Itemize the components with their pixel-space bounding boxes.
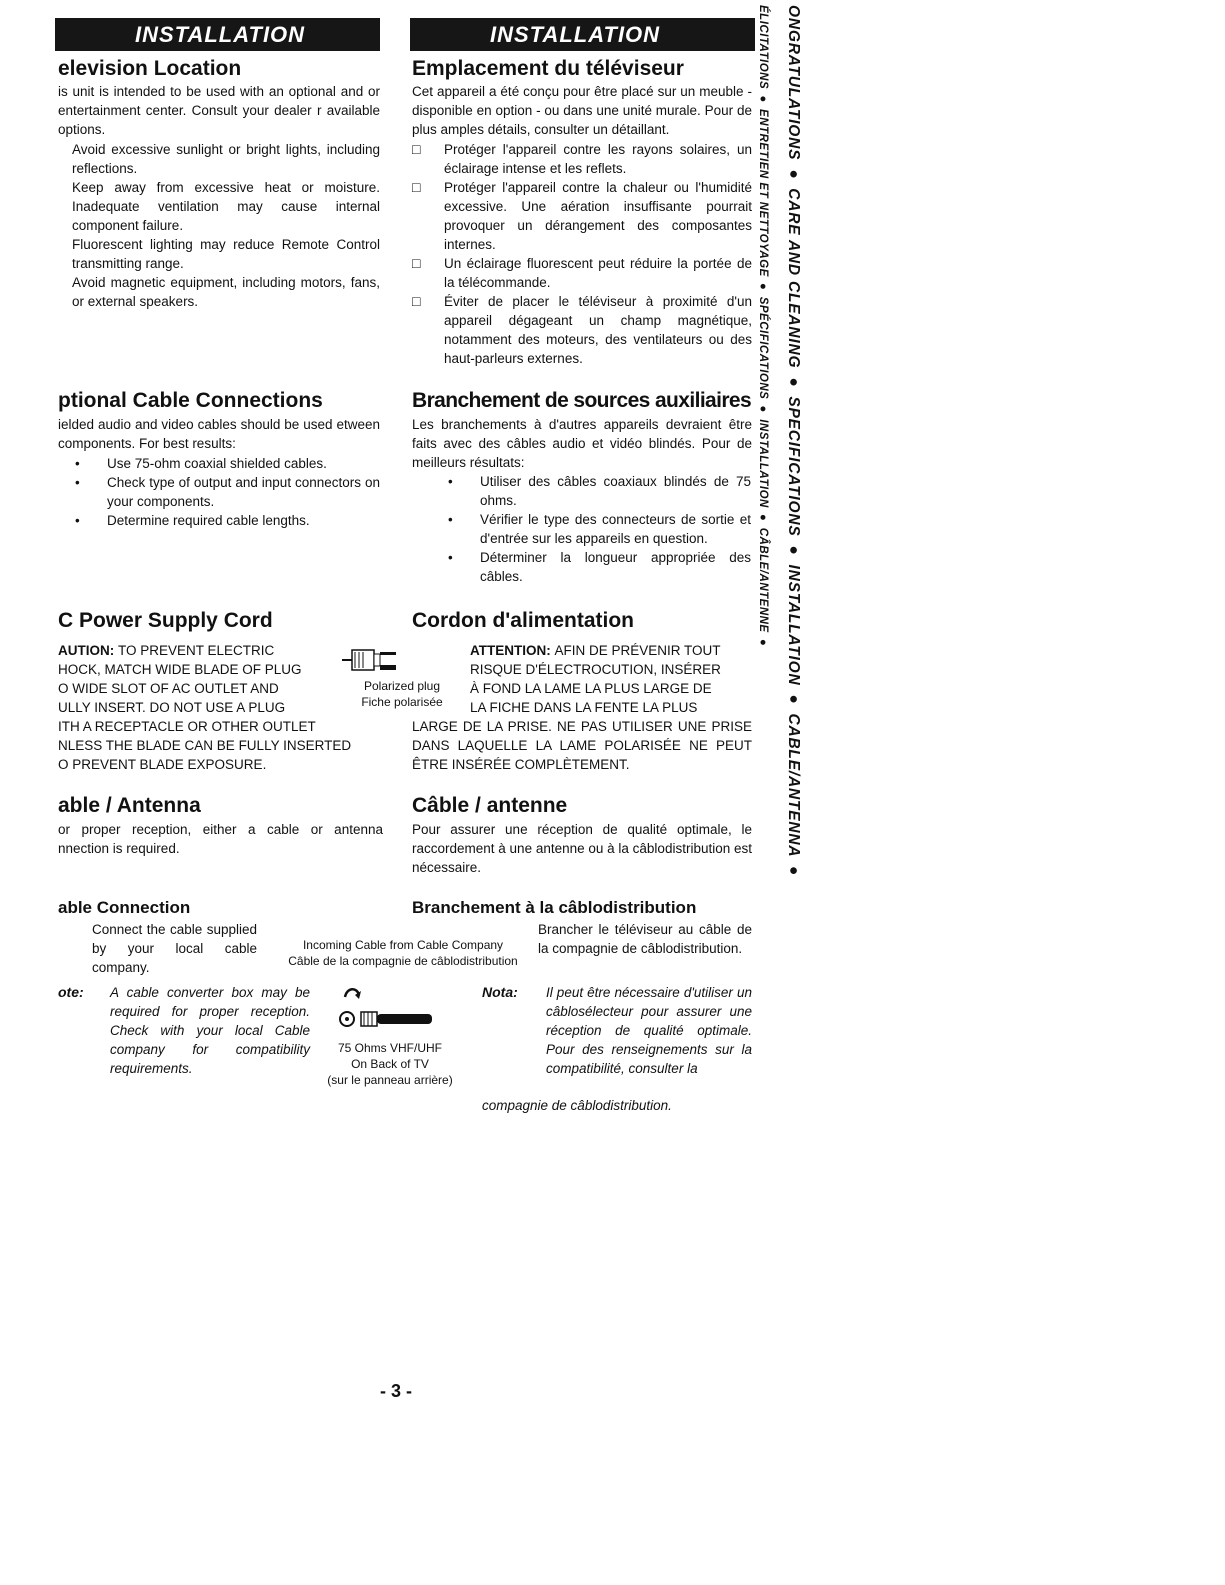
- side-tab-english: ONGRATULATIONS ● CARE AND CLEANING ● SPECIFICATIONS ● INSTALLATION ● CABLE/ANTENNA ●: [785, 5, 802, 880]
- right-note-tail: compagnie de câblodistribution.: [482, 1098, 672, 1113]
- list-item: Fluorescent lighting may reduce Remote Control transmitting range.: [72, 237, 380, 271]
- left-cable-conn-title: ptional Cable Connections: [58, 389, 323, 412]
- attention-line: À FOND LA LAME LA PLUS LARGE DE: [470, 681, 712, 696]
- caution-line: O WIDE SLOT OF AC OUTLET AND: [58, 681, 279, 696]
- list-item: • Déterminer la longueur appropriée des câbles.: [448, 548, 751, 586]
- attention-line: AFIN DE PRÉVENIR TOUT: [554, 643, 721, 658]
- plug-caption-fr: Fiche polarisée: [361, 695, 443, 709]
- left-power-title: C Power Supply Cord: [58, 609, 273, 632]
- left-antenna-title: able / Antenna: [58, 794, 201, 817]
- right-banner-label: INSTALLATION: [490, 21, 661, 47]
- incoming-caption-en: Incoming Cable from Cable Company: [302, 938, 504, 952]
- list-item: □ Protéger l'appareil contre la chaleur ou l'humidité excessive. Une aération insuffisante pourrait provoquer un dérangement des composantes internes.: [412, 178, 752, 254]
- jack-caption-line: (sur le panneau arrière): [327, 1073, 453, 1087]
- attention-line: RISQUE D'ÉLECTROCUTION, INSÉRER: [470, 662, 721, 677]
- caution-line: HOCK, MATCH WIDE BLADE OF PLUG: [58, 662, 302, 677]
- left-cable-conn-intro: ielded audio and video cables should be used etween components. For best results:: [58, 417, 380, 451]
- list-item: • Use 75-ohm coaxial shielded cables.: [75, 454, 380, 473]
- right-note-label: Nota:: [482, 984, 518, 1000]
- left-power-caution-tail: [58, 717, 388, 774]
- left-cable-hookup-text: Connect the cable supplied by your local cable company.: [92, 922, 257, 975]
- right-cable-conn-intro: Les branchements à d'autres appareils devraient être faits avec des câbles audio et vidéo blindés. Pour de meilleurs résultats:: [412, 417, 752, 470]
- caution-line: NLESS THE BLADE CAN BE FULLY INSERTED: [58, 738, 352, 753]
- list-item: □ Protéger l'appareil contre les rayons solaires, un éclairage intense et les reflets.: [412, 140, 752, 178]
- right-cable-hookup-text: Brancher le téléviseur au câble de la compagnie de câblodistribution.: [538, 922, 752, 956]
- list-item: • Vérifier le type des connecteurs de sortie et d'entrée sur les appareils en question.: [448, 510, 751, 548]
- jack-caption-line: 75 Ohms VHF/UHF: [337, 1041, 442, 1055]
- right-antenna-title: Câble / antenne: [412, 794, 568, 817]
- plug-caption-en: Polarized plug: [363, 679, 441, 693]
- plug-caption: [352, 678, 452, 710]
- page-number: - 3 -: [380, 1381, 413, 1401]
- left-tv-location-intro: is unit is intended to be used with an optional and or entertainment center. Consult your dealer r available options.: [58, 84, 380, 137]
- right-antenna-text: Pour assurer une réception de qualité optimale, le raccordement à une antenne ou à la câblodistribution est nécessaire.: [412, 822, 752, 875]
- left-banner: [55, 18, 380, 51]
- list-item: Avoid excessive sunlight or bright lights, including reflections.: [72, 142, 380, 176]
- left-cable-hookup-title: able Connection: [58, 898, 191, 917]
- attention-label: ATTENTION:: [470, 643, 551, 658]
- left-tv-location-title: elevision Location: [58, 57, 242, 80]
- right-tv-location-title: Emplacement du téléviseur: [412, 57, 684, 80]
- right-banner: [410, 18, 755, 51]
- left-note-label: ote:: [58, 984, 84, 1000]
- right-power-title: Cordon d'alimentation: [412, 609, 634, 632]
- caution-line: ITH A RECEPTACLE OR OTHER OUTLET: [58, 719, 316, 734]
- caution-line: O PREVENT BLADE EXPOSURE.: [58, 757, 267, 772]
- right-note-text: Il peut être nécessaire d'utiliser un câblosélecteur pour assurer une réception de qualité optimale. Pour des renseignements sur la compatibilité, consulter la: [546, 985, 752, 1076]
- list-item: • Determine required cable lengths.: [75, 511, 380, 530]
- attention-line: LA FICHE DANS LA FENTE LA PLUS: [470, 700, 698, 715]
- jack-caption: [320, 1040, 460, 1088]
- left-antenna-text: or proper reception, either a cable or antenna nnection is required.: [58, 822, 383, 856]
- right-power-attention-tail: LARGE DE LA PRISE. NE PAS UTILISER UNE PRISE DANS LAQUELLE LA LAME POLARISÉE NE PEUT ÊTRE INSÉRÉE COMPLÈTEMENT.: [412, 719, 752, 772]
- right-power-attention: [470, 641, 755, 717]
- right-cable-hookup-title: Branchement à la câblodistribution: [412, 898, 697, 917]
- list-item: • Utiliser des câbles coaxiaux blindés de 75 ohms.: [448, 472, 751, 510]
- list-item: • Check type of output and input connectors on your components.: [75, 473, 380, 511]
- right-tv-location-list: [412, 140, 752, 368]
- right-cable-conn-list: [448, 472, 751, 586]
- left-note-text: A cable converter box may be required for proper reception. Check with your local Cable company for compatibility requirements.: [110, 985, 310, 1076]
- caution-line: ULLY INSERT. DO NOT USE A PLUG: [58, 700, 286, 715]
- list-item: Keep away from excessive heat or moisture. Inadequate ventilation may cause internal component failure.: [72, 180, 380, 233]
- right-tv-location-intro: Cet appareil a été conçu pour être placé sur un meuble - disponible en option - ou dans une unité murale. Pour de plus amples détails, consulter un détaillant.: [412, 84, 752, 137]
- left-power-caution: [58, 641, 328, 717]
- list-item: □ Éviter de placer le téléviseur à proximité d'un appareil dégageant un champ magnétique, notamment des moteurs, des ventilateurs ou des haut-parleurs externes.: [412, 292, 752, 368]
- right-cable-conn-title: Branchement de sources auxiliaires: [412, 389, 752, 412]
- jack-caption-line: On Back of TV: [351, 1057, 429, 1071]
- left-tv-location-list: [72, 140, 380, 311]
- left-cable-conn-list: [75, 454, 380, 530]
- side-tab-french: ÉLICITATIONS ● ENTRETIEN ET NETTOYAGE ● SPÉCIFICATIONS ● INSTALLATION ● CÂBLE/ANTENNE ●: [757, 5, 769, 649]
- caution-line: TO PREVENT ELECTRIC: [118, 643, 275, 658]
- coax-cable-icon: [335, 983, 445, 1033]
- left-banner-label: INSTALLATION: [135, 21, 306, 47]
- list-item: Avoid magnetic equipment, including motors, fans, or external speakers.: [72, 275, 380, 309]
- polarized-plug-icon: [340, 640, 400, 680]
- list-item: □ Un éclairage fluorescent peut réduire la portée de la télécommande.: [412, 254, 752, 292]
- incoming-cable-caption: [268, 937, 538, 969]
- caution-label: AUTION:: [58, 643, 115, 658]
- incoming-caption-fr: Câble de la compagnie de câblodistribution: [288, 954, 518, 968]
